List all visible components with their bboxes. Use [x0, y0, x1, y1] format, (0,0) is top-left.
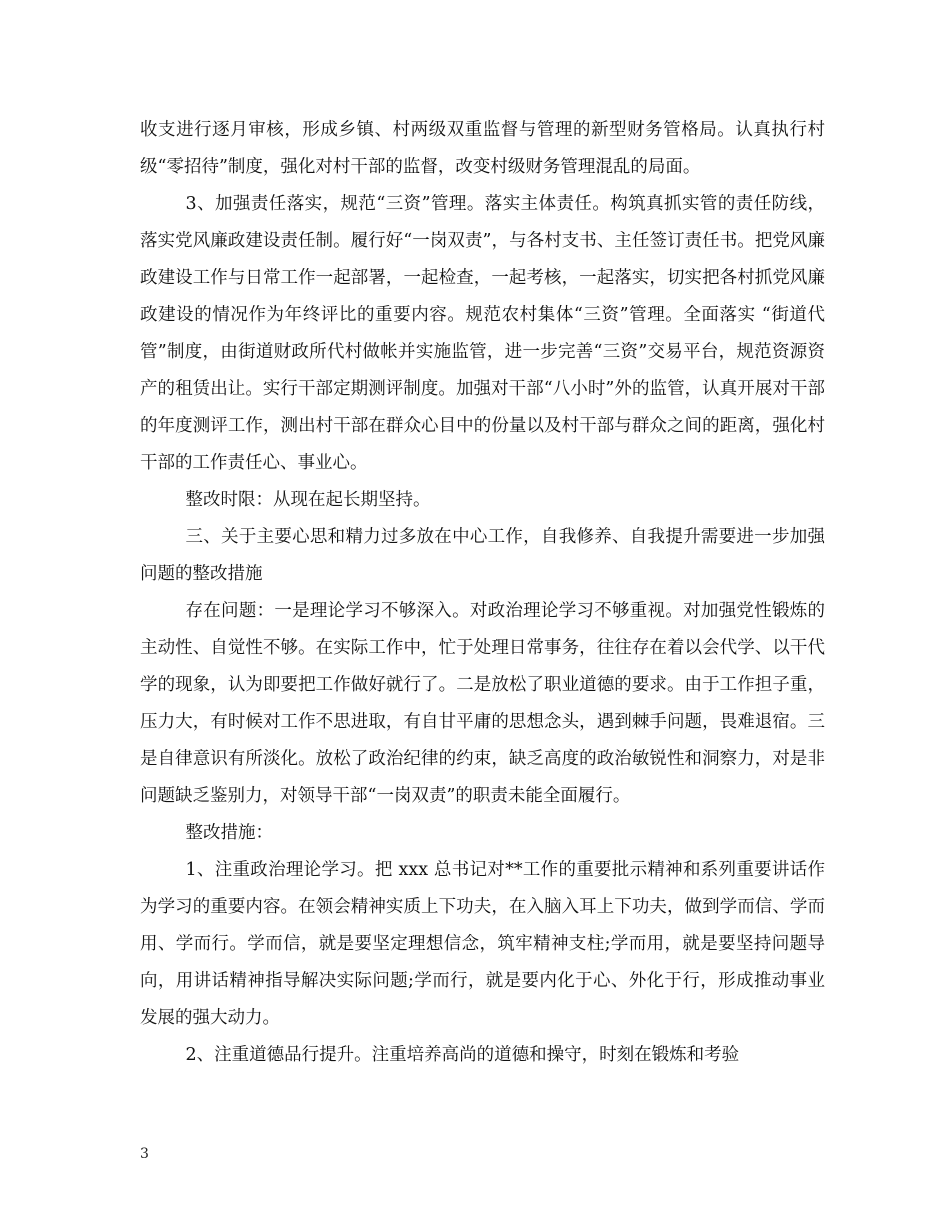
paragraph-7: 1、注重政治理论学习。把 xxx 总书记对**工作的重要批示精神和系列重要讲话作为学习的重要内容。在领会精神实质上下功夫，在入脑入耳上下功夫，做到学而信、学而用、学而行。学而信，就是要坚定理想信念，筑牢精神支柱;学而用，就是要坚持问题导向，用讲话精神指导解决实际问题;学而行，就是要内化于心、外化于行，形成推动事业发展的强大动力。 — [140, 860, 825, 1028]
paragraph-4: 三、关于主要心思和精力过多放在中心工作，自我修养、自我提升需要进一步加强问题的整改措施 — [140, 527, 825, 584]
paragraph-1: 收支进行逐月审核，形成乡镇、村两级双重监督与管理的新型财务管格局。认真执行村级“零招待”制度，强化对村干部的监督，改变村级财务管理混乱的局面。 — [140, 120, 825, 177]
paragraph-6: 整改措施： — [185, 823, 273, 843]
paragraph-3: 整改时限：从现在起长期坚持。 — [185, 490, 431, 510]
paragraph-2: 3、加强责任落实，规范“三资”管理。落实主体责任。构筑真抓实管的责任防线，落实党风廉政建设责任制。履行好“一岗双责”，与各村支书、主任签订责任书。把党风廉政建设工作与日常工作一起部署，一起检查，一起考核，一起落实，切实把各村抓党风廉政建设的情况作为年终评比的重要内容。规范农村集体“三资”管理。全面落实 “街道代管”制度，由街道财政所代村做帐并实施监管，进一步完善“三资”交易平台，规范资源资产的租赁出让。实行干部定期测评制度。加强对干部“八小时”外的监管，认真开展对干部的年度测评工作，测出村干部在群众心目中的份量以及村干部与群众之间的距离，强化村干部的工作责任心、事业心。 — [140, 194, 825, 473]
page-number: 3 — [140, 1146, 149, 1162]
paragraph-8: 2、注重道德品行提升。注重培养高尚的道德和操守，时刻在锻炼和考验 — [185, 1045, 740, 1065]
document-body — [140, 112, 825, 1074]
paragraph-5: 存在问题：一是理论学习不够深入。对政治理论学习不够重视。对加强党性锻炼的主动性、自觉性不够。在实际工作中，忙于处理日常事务，往往存在着以会代学、以干代学的现象，认为即要把工作做好就行了。二是放松了职业道德的要求。由于工作担子重，压力大，有时候对工作不思进取，有自甘平庸的思想念头，遇到棘手问题，畏难退宿。三是自律意识有所淡化。放松了政治纪律的约束，缺乏高度的政治敏锐性和洞察力，对是非问题缺乏鉴别力，对领导干部“一岗双责”的职责未能全面履行。 — [140, 601, 825, 806]
